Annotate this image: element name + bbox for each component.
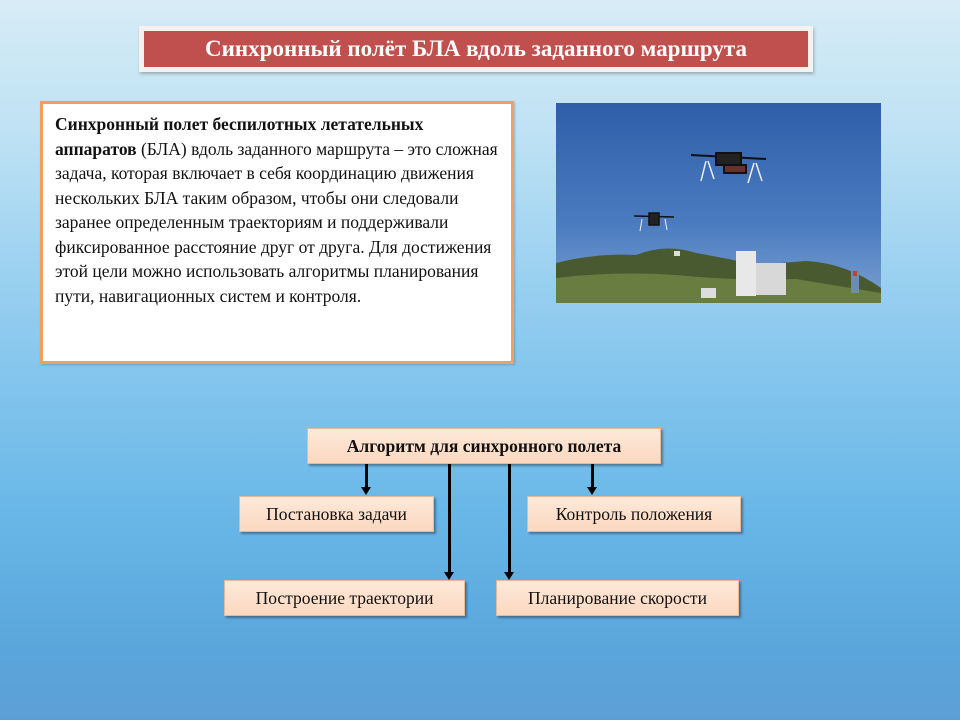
arrow-head-icon <box>444 572 454 580</box>
drones-photo <box>556 103 881 303</box>
description-text: (БЛА) вдоль заданного маршрута – это сложная задача, которая включает в себя координацию движения нескольких БЛА таким образом, чтобы они следовали заранее определенным траекториям и поддерживали фиксированное расстояние друг от друга. Для достижения этой цели можно использовать алгоритмы планирования пути, навигационных систем и контроля. <box>55 138 498 306</box>
diagram-node-speed-planning <box>496 580 739 616</box>
diagram-node-trajectory <box>224 580 465 616</box>
drones-photo-icon <box>556 103 881 303</box>
diagram-root-label: Алгоритм для синхронного полета <box>346 435 622 456</box>
diagram-root-node <box>307 428 661 464</box>
slide-title-frame <box>139 26 813 72</box>
description-box <box>40 101 514 364</box>
diagram-node-label: Контроль положения <box>555 503 713 524</box>
arrow-head-icon <box>504 572 514 580</box>
arrow-head-icon <box>587 487 597 495</box>
connector-line <box>508 464 511 572</box>
slide-title: Синхронный полёт БЛА вдоль заданного маршрута <box>144 31 808 67</box>
diagram-node-position-control <box>527 496 741 532</box>
connector-line <box>591 464 594 487</box>
diagram-node-task-setup <box>239 496 434 532</box>
diagram-node-label: Построение траектории <box>255 587 434 608</box>
diagram-node-label: Планирование скорости <box>528 587 707 608</box>
description-bold-lead: Синхронный полет беспилотных летательных аппаратов <box>55 114 424 159</box>
connector-line <box>448 464 451 572</box>
arrow-head-icon <box>361 487 371 495</box>
connector-line <box>365 464 368 487</box>
diagram-node-label: Постановка задачи <box>266 503 407 524</box>
